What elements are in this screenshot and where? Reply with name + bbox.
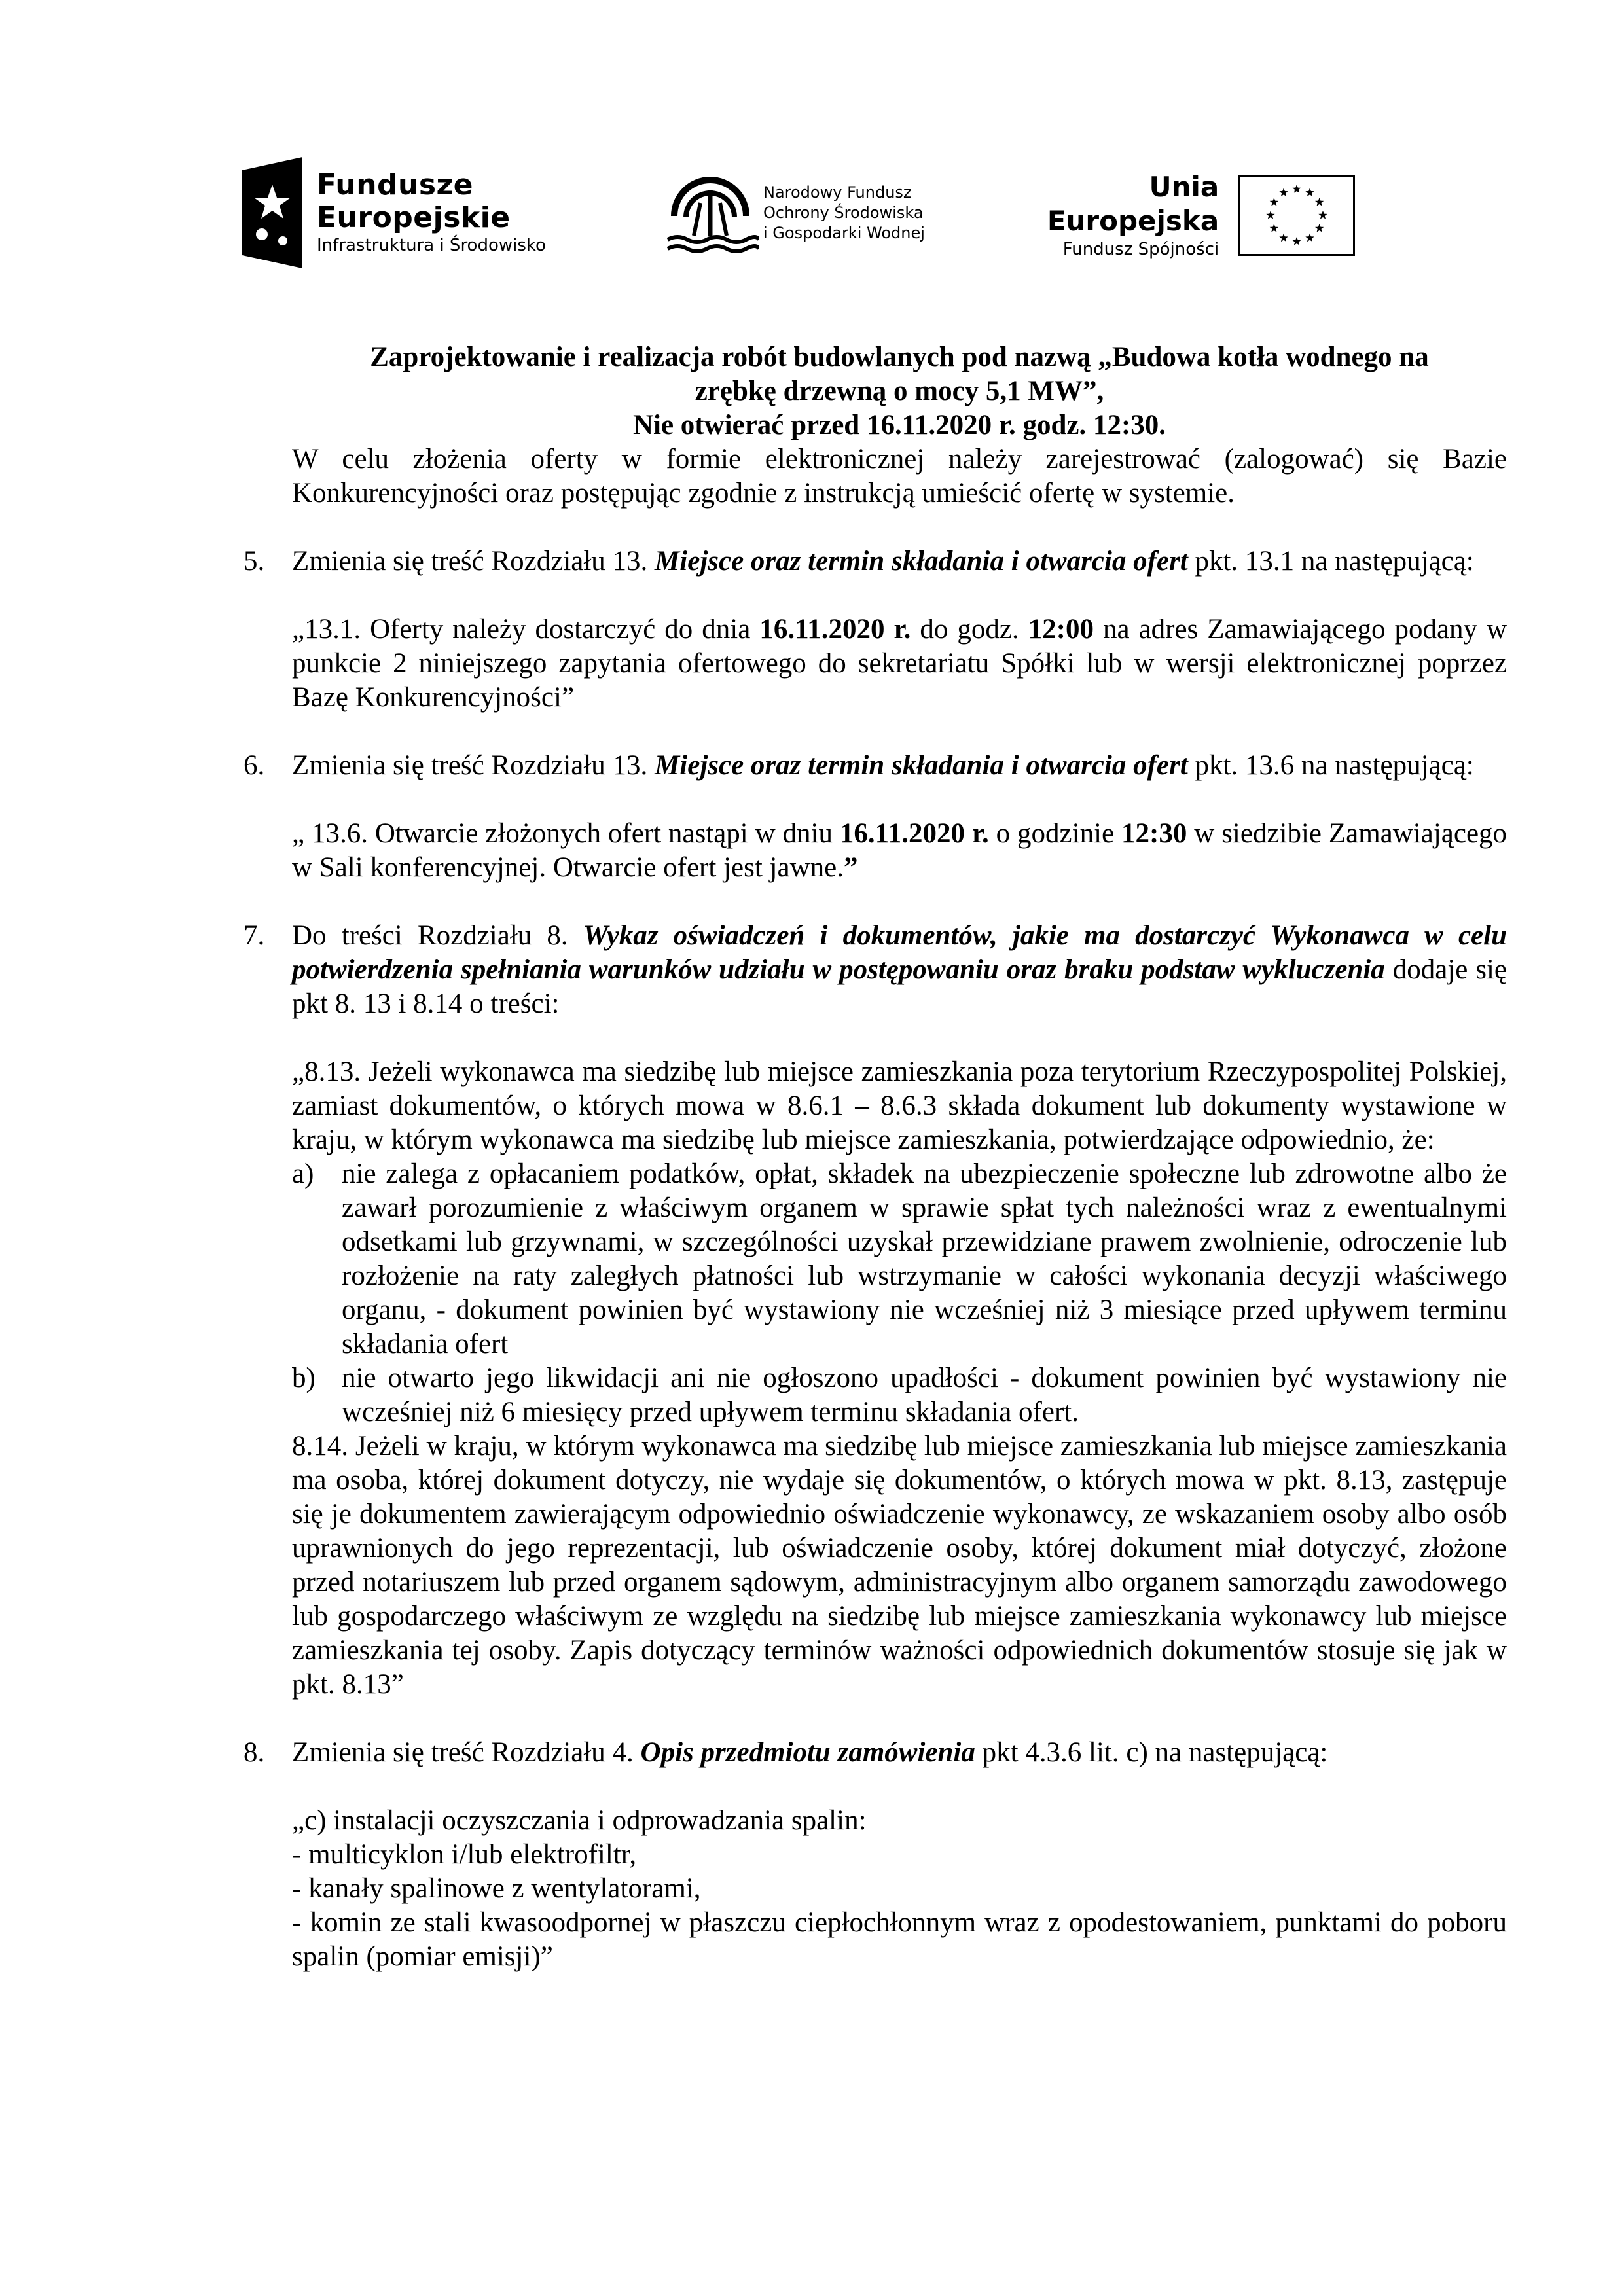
eu-star bbox=[1315, 198, 1324, 206]
item-5-time: 12:00 bbox=[1028, 614, 1094, 645]
item-5-quote-e: na adres Zamawiającego podany w punkcie 2 niniejszego zapytania ofertowego do sekretariatu Spółki lub w wersji elektronicznej poprzez Bazę Konkurencyjności” bbox=[292, 614, 1507, 713]
item-8-quote-line-3: - kanały spalinowe z wentylatorami, bbox=[292, 1873, 701, 1904]
item-6-quote-c: o godzinie bbox=[996, 818, 1115, 849]
item-6-heading bbox=[292, 749, 1507, 783]
item-6-quote bbox=[292, 817, 1507, 885]
eu-star bbox=[1318, 211, 1327, 219]
item-6-quote-close: ” bbox=[843, 852, 858, 883]
eu-star bbox=[1315, 224, 1324, 232]
item-7-sub-b bbox=[292, 1361, 1507, 1429]
title-line-1: Zaprojektowanie i realizacja robót budowlanych pod nazwą „Budowa kotła wodnego na bbox=[370, 342, 1429, 372]
nf-line-1: Narodowy Fundusz bbox=[763, 183, 912, 202]
item-5-emphasis: Miejsce oraz termin składania i otwarcia ofert bbox=[655, 546, 1188, 577]
intro-paragraph: W celu złożenia oferty w formie elektronicznej należy zarejestrować (zalogować) się Bazie Konkurencyjności oraz postępując zgodnie z instrukcją umieścić ofertę w systemie. bbox=[292, 444, 1507, 509]
item-6-post: pkt. 13.6 na następującą: bbox=[1195, 750, 1474, 781]
item-7-emphasis: Wykaz oświadczeń i dokumentów, jakie ma dostarczyć Wykonawca w celu potwierdzenia spełniania warunków udziału w postępowaniu oraz braku podstaw wykluczenia bbox=[292, 920, 1507, 985]
fe-line-1: Fundusze bbox=[317, 168, 473, 202]
fe-star-icon bbox=[242, 157, 302, 268]
sub-b-text: nie otwarto jego likwidacji ani nie ogłoszono upadłości - dokument powinien być wystawiony nie wcześniej niż 6 miesięcy przed upływem terminu składania ofert. bbox=[342, 1363, 1507, 1427]
item-5-quote-a: „13.1. Oferty należy dostarczyć do dnia bbox=[292, 614, 751, 645]
item-5-post: pkt. 13.1 na następującą: bbox=[1195, 546, 1474, 577]
eu-flag-icon bbox=[1238, 175, 1355, 256]
item-7-pre: Do treści Rozdziału 8. bbox=[292, 920, 568, 951]
item-7-p813: „8.13. Jeżeli wykonawca ma siedzibę lub miejsce zamieszkania poza terytorium Rzeczypospolitej Polskiej, zamiast dokumentów, o których mowa w 8.6.1 – 8.6.3 składa dokument lub dokumenty wystawione w kraju, w którym wykonawca ma siedzibę lub miejsce zamieszkania, potwierdzające odpowiednio, że: bbox=[292, 1056, 1507, 1155]
ue-line-1: Unia Europejska bbox=[1047, 171, 1219, 237]
title-line-3: Nie otwierać przed 16.11.2020 r. godz. 12:30. bbox=[632, 410, 1166, 440]
item-6-quote-a: „ 13.6. Otwarcie złożonych ofert nastąpi w dniu bbox=[292, 818, 833, 849]
unia-europejska-logo bbox=[982, 170, 1355, 260]
item-5-number: 5. bbox=[244, 546, 265, 577]
document-body bbox=[244, 340, 1507, 1974]
ue-line-2: Fundusz Spójności bbox=[1062, 240, 1219, 259]
list-item-5 bbox=[244, 545, 1507, 715]
eu-star bbox=[1292, 185, 1301, 193]
nfosigw-logo bbox=[661, 170, 925, 255]
item-5-quote bbox=[292, 613, 1507, 715]
item-6-pre: Zmienia się treść Rozdziału 13. bbox=[292, 750, 648, 781]
fundusze-europejskie-logo bbox=[242, 157, 546, 268]
item-6-emphasis: Miejsce oraz termin składania i otwarcia ofert bbox=[655, 750, 1188, 781]
item-7-number: 7. bbox=[244, 920, 265, 951]
item-6-time: 12:30 bbox=[1121, 818, 1187, 849]
eu-star bbox=[1279, 188, 1288, 196]
item-8-emphasis: Opis przedmiotu zamówienia bbox=[640, 1737, 975, 1768]
sub-b-label: b) bbox=[292, 1363, 316, 1393]
eu-star bbox=[1270, 224, 1278, 232]
item-8-pre: Zmienia się treść Rozdziału 4. bbox=[292, 1737, 634, 1768]
item-8-heading bbox=[292, 1736, 1507, 1770]
item-5-heading bbox=[292, 545, 1507, 579]
item-5-date: 16.11.2020 r. bbox=[759, 614, 911, 645]
list-item-7 bbox=[244, 919, 1507, 1702]
item-6-quote-e: w siedzibie Zamawiającego w Sali konferencyjnej. Otwarcie ofert jest jawne. bbox=[292, 818, 1507, 883]
item-8-post: pkt 4.3.6 lit. c) na następującą: bbox=[982, 1737, 1328, 1768]
item-7-sub-a bbox=[292, 1157, 1507, 1361]
item-6-number: 6. bbox=[244, 750, 265, 781]
item-8-quote-line-2: - multicyklon i/lub elektrofiltr, bbox=[292, 1839, 637, 1870]
list-item-8 bbox=[244, 1736, 1507, 1974]
fe-line-3: Infrastruktura i Środowisko bbox=[317, 236, 546, 255]
eu-star bbox=[1305, 234, 1314, 242]
fe-logo-text bbox=[317, 169, 546, 257]
nfosigw-emblem-icon bbox=[661, 170, 759, 255]
item-7-heading bbox=[292, 919, 1507, 1021]
item-8-quote-line-4: - komin ze stali kwasoodpornej w płaszczu ciepłochłonnym wraz z opodestowaniem, punktami do poboru spalin (pomiar emisji)” bbox=[292, 1907, 1507, 1972]
item-8-number: 8. bbox=[244, 1737, 265, 1768]
eu-star bbox=[1270, 198, 1278, 206]
list-item-6 bbox=[244, 749, 1507, 885]
ue-logo-text bbox=[982, 170, 1219, 260]
title-line-2: zrębkę drzewną o mocy 5,1 MW”, bbox=[695, 376, 1104, 406]
item-7-post: dodaje się pkt 8. 13 i 8.14 o treści: bbox=[292, 954, 1507, 1019]
logo-bar bbox=[242, 157, 1355, 288]
eu-star bbox=[1266, 211, 1274, 219]
item-5-quote-c: do godz. bbox=[920, 614, 1019, 645]
item-6-date: 16.11.2020 r. bbox=[839, 818, 989, 849]
nf-line-3: i Gospodarki Wodnej bbox=[763, 223, 925, 242]
eu-star bbox=[1279, 234, 1288, 242]
item-5-pre: Zmienia się treść Rozdziału 13. bbox=[292, 546, 648, 577]
item-8-quote-line-1: „c) instalacji oczyszczania i odprowadzania spalin: bbox=[292, 1805, 867, 1836]
eu-star bbox=[1292, 237, 1301, 245]
item-7-p814: 8.14. Jeżeli w kraju, w którym wykonawca ma siedzibę lub miejsce zamieszkania lub miejsce zamieszkania ma osoba, której dokument dotyczy, nie wydaje się dokumentów, o których mowa w pkt. 8.13, zastępuje się je dokumentem zawierającym odpowiednio oświadczenie wykonawcy, ze wskazaniem osoby albo osób uprawnionych do jego reprezentacji, lub oświadczenie osoby, której dokument miał dotyczyć, złożone przed notariuszem lub przed organem sądowym, administracyjnym albo organem samorządu zawodowego lub gospodarczego właściwym ze względu na siedzibę lub miejsce zamieszkania wykonawcy lub miejsce zamieszkania tej osoby. Zapis dotyczący terminów ważności odpowiednich dokumentów stosuje się jak w pkt. 8.13” bbox=[292, 1431, 1507, 1700]
eu-star bbox=[1305, 188, 1314, 196]
nf-line-2: Ochrony Środowiska bbox=[763, 203, 924, 222]
fe-line-2: Europejskie bbox=[317, 201, 511, 234]
sub-a-label: a) bbox=[292, 1158, 314, 1189]
nfosigw-logo-text bbox=[763, 183, 925, 243]
eu-stars-icon bbox=[1261, 179, 1333, 251]
sub-a-text: nie zalega z opłacaniem podatków, opłat, składek na ubezpieczenie społeczne lub zdrowotne albo że zawarł porozumienie z właściwym organem w sprawie spłat tych należności wraz z ewentualnymi odsetkami lub grzywnami, w szczególności uzyskał przewidziane prawem zwolnienie, odroczenie lub rozłożenie na raty zaległych płatności lub wstrzymanie w całości wykonania decyzji właściwego organu, - dokument powinien być wystawiony nie wcześniej niż 3 miesiące przed upływem terminu składania ofert bbox=[342, 1158, 1507, 1359]
